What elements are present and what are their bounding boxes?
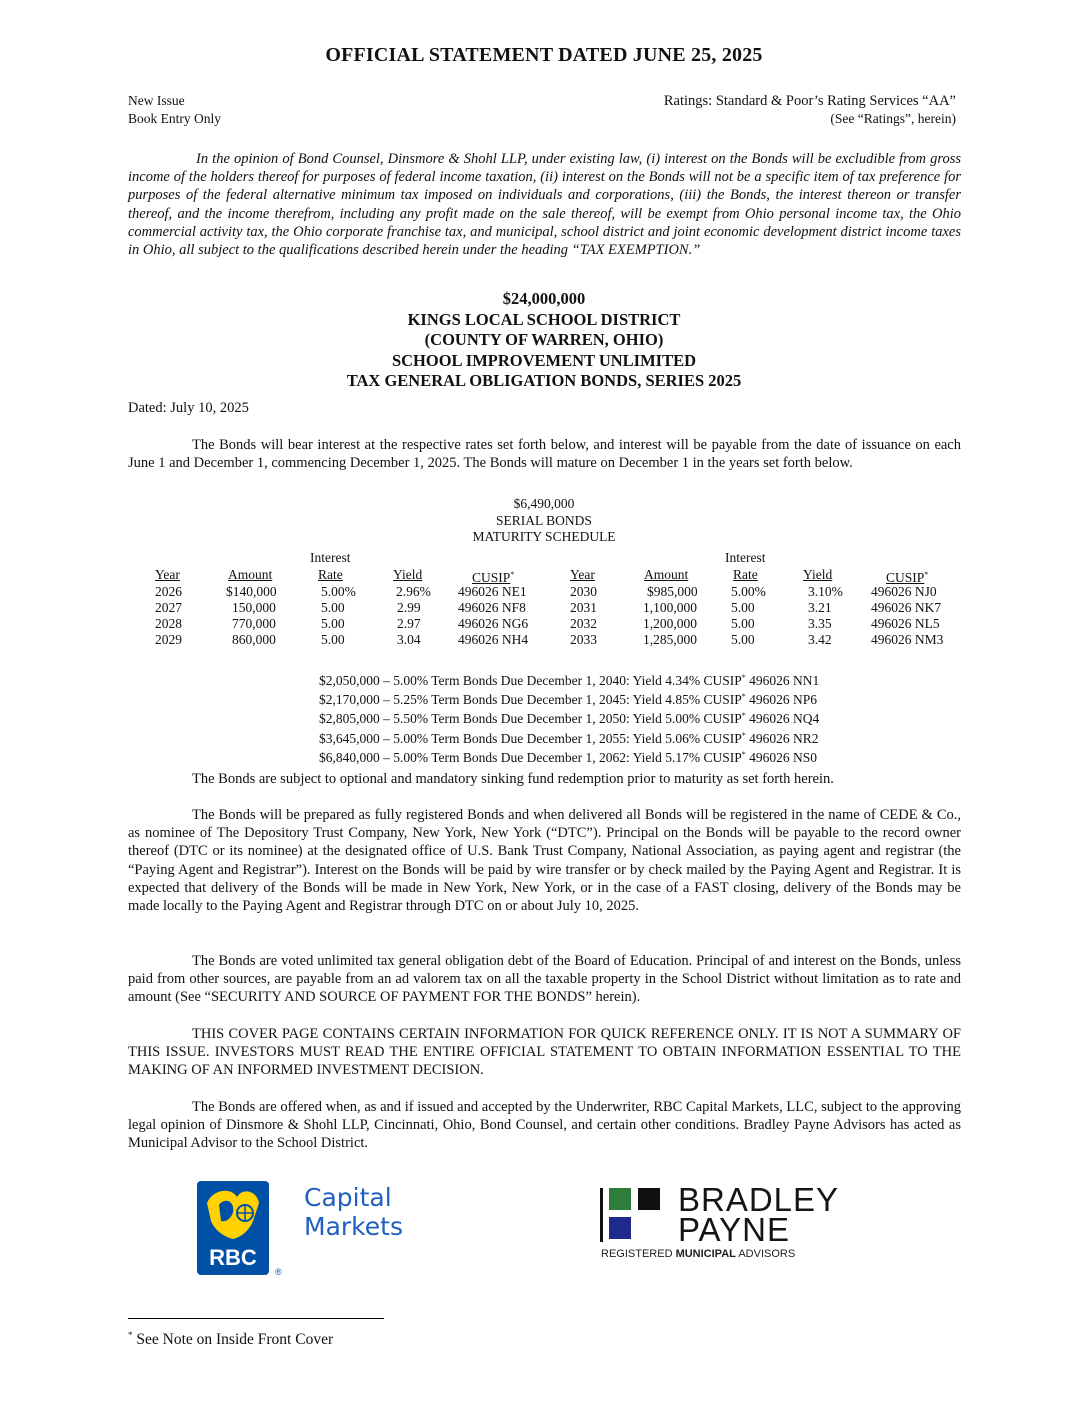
- col-amount-right: Amount: [644, 567, 689, 582]
- footnote: * See Note on Inside Front Cover: [128, 1330, 334, 1348]
- table-cell: 496026 NL5: [871, 616, 940, 631]
- term-bond-row: $2,050,000 – 5.00% Term Bonds Due December 1, 2040: Yield 4.34% CUSIP* 496026 NN1: [319, 673, 820, 688]
- ratings-reference: (See “Ratings”, herein): [830, 111, 956, 126]
- table-cell: 860,000: [232, 632, 276, 647]
- table-cell: 5.00: [321, 616, 345, 631]
- term-bond-row: $2,170,000 – 5.25% Term Bonds Due December 1, 2045: Yield 4.85% CUSIP* 496026 NP6: [319, 692, 818, 708]
- table-cell: 496026 NE1: [458, 584, 527, 599]
- document-title: OFFICIAL STATEMENT DATED JUNE 25, 2025: [325, 44, 763, 66]
- maturity-schedule-label: MATURITY SCHEDULE: [472, 529, 616, 544]
- rbc-lion-shield-icon: [197, 1181, 289, 1279]
- table-cell: 3.04: [397, 632, 421, 647]
- term-bond-row: $6,840,000 – 5.00% Term Bonds Due December 1, 2062: Yield 5.17% CUSIP* 496026 NS0: [319, 749, 818, 765]
- table-cell: 5.00: [731, 600, 755, 615]
- table-cell: 2032: [570, 616, 597, 631]
- table-cell: 5.00%: [321, 584, 356, 599]
- term-bonds-list: [319, 670, 819, 766]
- col-amount: Amount: [228, 567, 273, 582]
- bradley-payne-wordmark: BRADLEY PAYNE: [678, 1181, 840, 1248]
- col-cusip: CUSIP*: [472, 570, 515, 585]
- bond-series: TAX GENERAL OBLIGATION BONDS, SERIES 2025: [346, 371, 742, 390]
- table-cell: 2030: [570, 584, 597, 599]
- offering-paragraph: The Bonds are offered when, as and if issued and accepted by the Underwriter, RBC Capital Markets, LLC, subject to the approving legal opinion of Dinsmore & Shohl LLP, Cincinnati, Ohio, Bond Counsel, and certain other conditions. Bradley Payne Advisors has acted as Municipal Advisor to the School District.: [128, 1099, 961, 1152]
- table-cell: 2.97: [397, 616, 421, 631]
- table-cell: 496026 NM3: [871, 632, 944, 647]
- term-bond-row: $2,805,000 – 5.50% Term Bonds Due December 1, 2050: Yield 5.00% CUSIP* 496026 NQ4: [319, 711, 820, 727]
- book-entry-label: Book Entry Only: [128, 111, 221, 126]
- security-paragraph: The Bonds are voted unlimited tax general obligation debt of the Board of Education. Principal of and interest on the Bonds, unless paid from other sources, are payable from an ad valorem tax on all the taxable property in the School District without limitation as to rate and amount (See “SECURITY AND SOURCE OF PAYMENT FOR THE BONDS” herein).: [128, 953, 961, 1006]
- redemption-paragraph: The Bonds are subject to optional and mandatory sinking fund redemption prior to maturity as set forth herein.: [192, 771, 834, 787]
- bond-purpose: SCHOOL IMPROVEMENT UNLIMITED: [391, 350, 697, 370]
- table-cell: 1,100,000: [643, 600, 697, 615]
- table-cell: 2.96%: [396, 584, 431, 599]
- table-cell: 2026: [155, 584, 182, 599]
- table-cell: 3.42: [808, 632, 832, 647]
- col-interest-top: Interest: [310, 550, 351, 565]
- table-cell: 2031: [570, 600, 597, 615]
- table-cell: 2033: [570, 632, 597, 647]
- bradley-payne-squares-icon: [600, 1186, 668, 1246]
- col-year-right: Year: [570, 567, 595, 582]
- table-cell: 2028: [155, 616, 182, 631]
- registration-paragraph: The Bonds will be prepared as fully registered Bonds and when delivered all Bonds will be registered in the name of CEDE & Co., as nominee of The Depository Trust Company, New York, New York (“DTC”). Principal on the Bonds will be payable to the record owner thereof (DTC or its nominee) at the designated office of U.S. Bank Trust Company, National Association, as paying agent and registrar (the “Paying Agent and Registrar”). Interest on the Bonds will be paid by wire transfer or by check mailed by the Paying Agent and Registrar. It is expected that delivery of the Bonds will be made in New York, New York, or in the case of a FAST closing, delivery of the Bonds may be made locally to the Paying Agent and Registrar through DTC on or about July 10, 2025.: [128, 807, 961, 915]
- col-rate-right: Rate: [733, 567, 758, 582]
- maturity-schedule-table: [0, 0, 1088, 700]
- issuer-name: KINGS LOCAL SCHOOL DISTRICT: [407, 309, 681, 329]
- interest-paragraph-text: The Bonds will bear interest at the respective rates set forth below, and interest will be payable from the date of issuance on each June 1 and December 1, commencing December 1, 2025. The Bonds will mature on December 1 in the years set forth below.: [128, 437, 961, 472]
- table-cell: $985,000: [647, 584, 698, 599]
- col-yield: Yield: [393, 567, 423, 582]
- issue-amount: $24,000,000: [502, 289, 586, 308]
- term-bond-row: $3,645,000 – 5.00% Term Bonds Due December 1, 2055: Yield 5.06% CUSIP* 496026 NR2: [319, 730, 819, 746]
- issuer-county: (COUNTY OF WARREN, OHIO): [424, 330, 664, 349]
- table-cell: 2027: [155, 600, 182, 615]
- svg-text:®: ®: [275, 1267, 282, 1277]
- bradley-payne-tagline: REGISTERED MUNICIPAL ADVISORS: [601, 1248, 796, 1260]
- table-cell: 496026 NK7: [871, 600, 942, 615]
- table-cell: $140,000: [226, 584, 277, 599]
- col-yield-right: Yield: [803, 567, 833, 582]
- table-cell: 496026 NH4: [458, 632, 529, 647]
- col-rate: Rate: [318, 567, 343, 582]
- table-cell: 5.00: [731, 632, 755, 647]
- table-cell: 1,285,000: [643, 632, 697, 647]
- col-interest-top-right: Interest: [725, 550, 766, 565]
- table-cell: 150,000: [232, 600, 276, 615]
- table-cell: 2029: [155, 632, 182, 647]
- table-cell: 5.00%: [731, 584, 766, 599]
- table-cell: 5.00: [321, 632, 345, 647]
- dated-date: Dated: July 10, 2025: [128, 400, 249, 416]
- col-year: Year: [155, 567, 180, 582]
- serial-bonds-label: SERIAL BONDS: [496, 512, 592, 528]
- table-cell: 770,000: [232, 616, 276, 631]
- table-cell: 2.99: [397, 600, 421, 615]
- serial-amount: $6,490,000: [513, 496, 575, 511]
- table-cell: 5.00: [321, 600, 345, 615]
- footnote-divider: [128, 1318, 384, 1319]
- table-cell: 496026 NF8: [458, 600, 526, 615]
- cover-notice-paragraph: THIS COVER PAGE CONTAINS CERTAIN INFORMATION FOR QUICK REFERENCE ONLY. IT IS NOT A SUMMARY OF THIS ISSUE. INVESTORS MUST READ THE ENTIRE OFFICIAL STATEMENT TO OBTAIN INFORMATION ESSENTIAL TO THE MAKING OF AN INFORMED INVESTMENT DECISION.: [128, 1026, 961, 1079]
- table-cell: 3.35: [808, 616, 832, 631]
- table-cell: 1,200,000: [643, 616, 697, 631]
- table-cell: 3.10%: [808, 584, 843, 599]
- new-issue-label: New Issue: [128, 93, 185, 108]
- table-cell: 496026 NG6: [458, 616, 529, 631]
- rbc-badge-text: RBC: [209, 1245, 257, 1270]
- opinion-text: In the opinion of Bond Counsel, Dinsmore & Shohl LLP, under existing law, (i) interest on the Bonds will be excludible from gross income of the holders thereof for purposes of federal income taxation, (ii) interest on the Bonds will not be a specific item of tax preference for purposes of the federal alternative minimum tax imposed on individuals and corporations, (iii) the Bonds, the interest thereon or transfer thereof, and the income therefrom, including any profit made on the sale thereof, will be exempt from Ohio personal income tax, the Ohio commercial activity tax, the Ohio corporate franchise tax, and municipal, school district and joint economic development district income taxes in Ohio, all subject to the qualifications described herein under the heading “TAX EXEMPTION.”: [128, 151, 961, 259]
- table-cell: 3.21: [808, 600, 832, 615]
- rbc-capital-markets-wordmark: Capital Markets: [304, 1183, 403, 1241]
- col-cusip-right: CUSIP*: [886, 570, 929, 585]
- ratings-label: Ratings: Standard & Poor’s Rating Services “AA”: [663, 93, 956, 109]
- table-cell: 5.00: [731, 616, 755, 631]
- table-cell: 496026 NJ0: [871, 584, 937, 599]
